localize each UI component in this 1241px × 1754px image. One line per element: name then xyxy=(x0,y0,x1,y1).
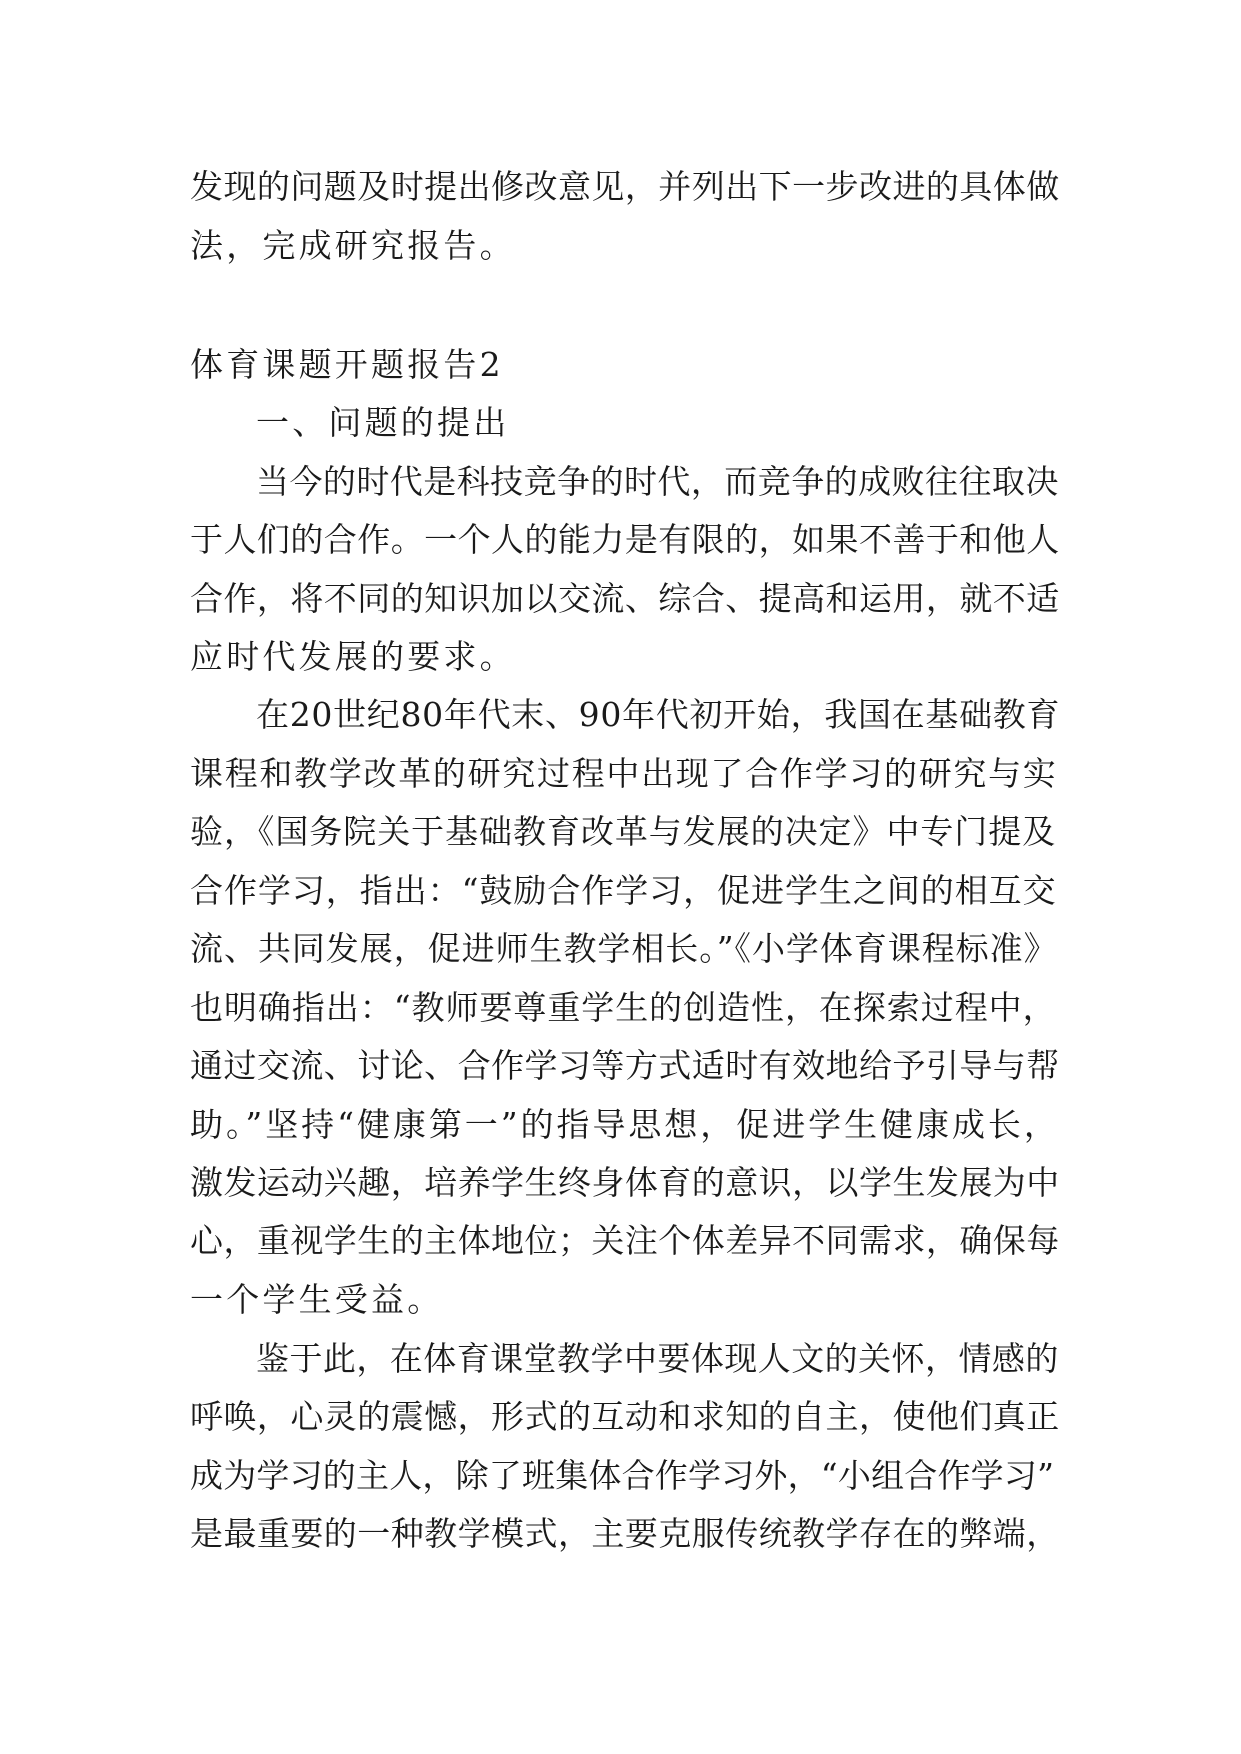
text-line: 鉴于此，在体育课堂教学中要体现人文的关怀，情感的 xyxy=(256,1339,1059,1378)
section-heading: 一、问题的提出 xyxy=(256,403,510,442)
text-line: 应时代发展的要求。 xyxy=(190,637,516,676)
text-line: 法，完成研究报告。 xyxy=(190,226,516,265)
text-line: 是最重要的一种教学模式，主要克服传统教学存在的弊端， xyxy=(190,1514,1060,1553)
section-title: 体育课题开题报告2 xyxy=(190,345,504,384)
text-line: 在20世纪80年代末、90年代初开始，我国在基础教育 xyxy=(256,695,1061,734)
text-line: 合作，将不同的知识加以交流、综合、提高和运用，就不适 xyxy=(190,579,1060,618)
text-line: 合作学习，指出：“鼓励合作学习，促进学生之间的相互交 xyxy=(190,871,1057,910)
text-line: 发现的问题及时提出修改意见，并列出下一步改进的具体做 xyxy=(190,167,1060,206)
text-line: 验，《国务院关于基础教育改革与发展的决定》中专门提及 xyxy=(190,812,1057,851)
text-line: 也明确指出：“教师要尊重学生的创造性，在探索过程中， xyxy=(190,988,1057,1027)
text-line: 当今的时代是科技竞争的时代，而竞争的成败往往取决 xyxy=(256,462,1059,501)
text-line: 助。”坚持“健康第一”的指导思想，促进学生健康成长， xyxy=(190,1105,1060,1144)
text-line: 课程和教学改革的研究过程中出现了合作学习的研究与实 xyxy=(190,754,1058,793)
text-line: 激发运动兴趣，培养学生终身体育的意识，以学生发展为中 xyxy=(190,1163,1060,1202)
text-line: 于人们的合作。一个人的能力是有限的，如果不善于和他人 xyxy=(190,520,1060,559)
text-line: 一个学生受益。 xyxy=(190,1280,444,1319)
text-line: 成为学习的主人，除了班集体合作学习外，“小组合作学习” xyxy=(190,1456,1055,1495)
text-line: 通过交流、讨论、合作学习等方式适时有效地给予引导与帮 xyxy=(190,1046,1060,1085)
text-line: 心，重视学生的主体地位；关注个体差异不同需求，确保每 xyxy=(190,1221,1060,1260)
text-line: 流、共同发展，促进师生教学相长。”《小学体育课程标准》 xyxy=(190,929,1058,968)
text-line: 呼唤，心灵的震憾，形式的互动和求知的自主，使他们真正 xyxy=(190,1397,1060,1436)
